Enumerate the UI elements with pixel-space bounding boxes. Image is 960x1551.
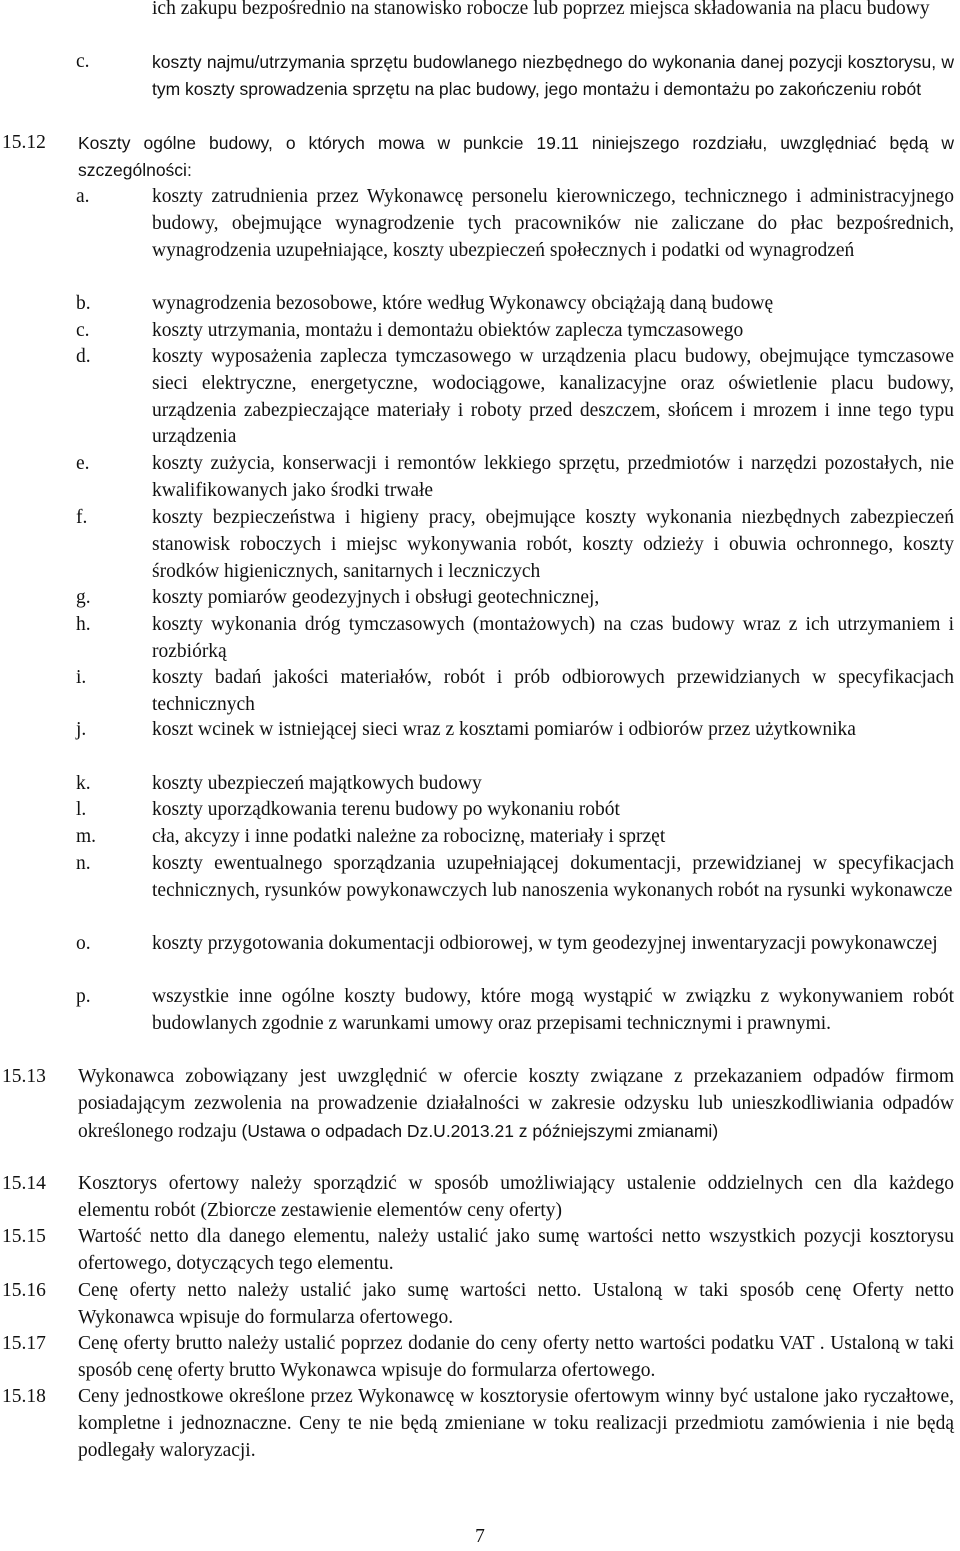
intro-line: ich zakupu bezpośrednio na stanowisko robocze lub poprzez miejsca składowania na placu budowy <box>152 0 930 19</box>
section-number: 15.17 <box>2 1333 46 1354</box>
item-text: wynagrodzenia bezosobowe, które według Wykonawcy obciążają daną budowę <box>152 293 774 314</box>
item-text: koszty ubezpieczeń majątkowych budowy <box>152 773 482 794</box>
list-item-j <box>76 717 954 744</box>
page-number: 7 <box>475 1526 485 1547</box>
item-text: koszty najmu/utrzymania sprzętu budowlanego niezbędnego do wykonania danej pozycji kosztorysu, w tym koszty sprowadzenia sprzętu na plac budowy, jego montażu i demontażu po zakończeniu robót <box>152 52 954 99</box>
item-letter: j. <box>76 719 87 740</box>
item-text: koszty zużycia, konserwacji i remontów lekkiego sprzętu, przedmiotów i narzędzi pozostałych, nie kwalifikowanych jako środki trwałe <box>152 453 954 501</box>
item-text: koszty pomiarów geodezyjnych i obsługi geotechnicznej, <box>152 587 600 608</box>
list-item-h <box>76 612 954 666</box>
item-letter: l. <box>76 799 87 820</box>
item-letter: c. <box>76 51 90 72</box>
section-15-13 <box>2 1064 954 1145</box>
list-item-a <box>76 184 954 264</box>
item-text: koszty ewentualnego sporządzania uzupełniającej dokumentacji, przewidzianej w specyfikacjach technicznych, rysunków powykonawczych lub nanoszenia wykonanych robót na rysunki wykonawcze <box>152 853 954 901</box>
item-text: koszty utrzymania, montażu i demontażu obiektów zaplecza tymczasowego <box>152 320 744 341</box>
section-number: 15.18 <box>2 1386 46 1407</box>
item-text: koszty przygotowania dokumentacji odbiorowej, w tym geodezyjnej inwentaryzacji powykonawczej <box>152 933 938 954</box>
section-text: Koszty ogólne budowy, o których mowa w punkcie 19.11 niniejszego rozdziału, uwzględniać będą w szczególności: <box>78 133 954 180</box>
list-item-g <box>76 585 954 612</box>
section-text <box>78 1064 954 1145</box>
item-text: koszty badań jakości materiałów, robót i prób odbiorowych przewidzianych w specyfikacjach technicznych <box>152 667 954 715</box>
list-item-n <box>76 851 954 905</box>
section-15-15 <box>2 1224 954 1278</box>
item-text: wszystkie inne ogólne koszty budowy, które mogą wystąpić w związku z wykonywaniem robót budowlanych zgodnie z warunkami umowy oraz przepisami technicznymi i prawnymi. <box>152 986 954 1034</box>
item-text: koszt wcinek w istniejącej sieci wraz z kosztami pomiarów i odbiorów przez użytkownika <box>152 719 856 740</box>
item-letter: f. <box>76 507 88 528</box>
item-text: cła, akcyzy i inne podatki należne za robociznę, materiały i sprzęt <box>152 826 666 847</box>
section-text: Cenę oferty brutto należy ustalić poprzez dodanie do ceny oferty netto wartości podatku VAT . Ustaloną w taki sposób cenę oferty brutto Wykonawca wpisuje do formularza ofertowego. <box>78 1333 954 1381</box>
section-text: Wartość netto dla danego elementu, należy ustalić jako sumę wartości netto wszystkich pozycji kosztorysu ofertowego, dotyczących tego elementu. <box>78 1226 954 1274</box>
item-text: koszty zatrudnienia przez Wykonawcę personelu kierowniczego, technicznego i administracyjnego budowy, obejmujące wynagrodzenie tych pracowników nie zaliczane do płac bezpośrednich, wynagrodzenia uzupełniające, koszty ubezpieczeń społecznych i podatki od wynagrodzeń <box>152 186 954 261</box>
item-c-top <box>76 49 954 103</box>
section-number: 15.12 <box>2 132 46 153</box>
item-letter: i. <box>76 667 87 688</box>
item-letter: g. <box>76 587 91 608</box>
section-number: 15.15 <box>2 1226 46 1247</box>
section-15-16 <box>2 1278 954 1332</box>
list-item-i <box>76 665 954 719</box>
section-15-18 <box>2 1384 954 1464</box>
list-item-b <box>76 291 954 318</box>
item-letter: o. <box>76 933 91 954</box>
item-letter: n. <box>76 853 91 874</box>
section-text: Ceny jednostkowe określone przez Wykonawcę w kosztorysie ofertowym winny być ustalone jako ryczałtowe, kompletne i jednoznaczne. Ceny te nie będą zmieniane w toku realizacji przedmiotu zamówienia i nie będą podlegały waloryzacji. <box>78 1386 954 1461</box>
list-item-m <box>76 824 954 851</box>
list-item-k <box>76 771 954 798</box>
list-item-e <box>76 451 954 505</box>
item-text: koszty wykonania dróg tymczasowych (montażowych) na czas budowy wraz z ich utrzymaniem i rozbiórką <box>152 614 954 662</box>
list-item-f <box>76 505 954 585</box>
list-item-o <box>76 931 954 958</box>
section-body: Wykonawca zobowiązany jest uwzględnić w ofercie koszty związane z przekazaniem odpadów firmom posiadającym zezwolenia na prowadzenie działalności w zakresie odzysku lub unieszkodliwiania odpadów określonego rodzaju <box>78 1066 954 1142</box>
section-number: 15.13 <box>2 1066 46 1087</box>
item-letter: p. <box>76 986 91 1007</box>
item-text: koszty bezpieczeństwa i higieny pracy, obejmujące koszty wykonania niezbędnych zabezpieczeń stanowisk roboczych i miejsc wykonywania robót, koszty odzieży i obuwia ochronnego, koszty środków higienicznych, sanitarnych i leczniczych <box>152 507 954 582</box>
section-number: 15.16 <box>2 1280 46 1301</box>
section-text: Cenę oferty netto należy ustalić jako sumę wartości netto. Ustaloną w taki sposób cenę Oferty netto Wykonawca wpisuje do formularza ofertowego. <box>78 1280 954 1328</box>
section-15-12 <box>2 130 954 184</box>
item-text: koszty wyposażenia zaplecza tymczasowego w urządzenia placu budowy, obejmujące tymczasowe sieci elektryczne, energetyczne, wodociągowe, kanalizacyjne oraz oświetlenie placu budowy, urządzenia zabezpieczające materiały i roboty przed deszczem, słońcem i mrozem i inne tego typu urządzenia <box>152 346 954 448</box>
list-item-l <box>76 797 954 824</box>
item-text: koszty uporządkowania terenu budowy po wykonaniu robót <box>152 799 620 820</box>
item-letter: m. <box>76 826 97 847</box>
item-letter: k. <box>76 773 91 794</box>
section-number: 15.14 <box>2 1173 46 1194</box>
section-text: Kosztorys ofertowy należy sporządzić w sposób umożliwiający ustalenie oddzielnych cen dla każdego elementu robót (Zbiorcze zestawienie elementów ceny oferty) <box>78 1173 954 1221</box>
item-letter: b. <box>76 293 91 314</box>
list-item-c <box>76 318 954 345</box>
item-letter: c. <box>76 320 90 341</box>
section-15-14 <box>2 1171 954 1225</box>
list-item-d <box>76 344 954 451</box>
item-letter: a. <box>76 186 90 207</box>
section-15-17 <box>2 1331 954 1385</box>
item-letter: e. <box>76 453 90 474</box>
section-law-reference: (Ustawa o odpadach Dz.U.2013.21 z późniejszymi zmianami) <box>241 1120 719 1141</box>
list-item-p <box>76 984 954 1038</box>
item-letter: d. <box>76 346 91 367</box>
item-letter: h. <box>76 614 91 635</box>
